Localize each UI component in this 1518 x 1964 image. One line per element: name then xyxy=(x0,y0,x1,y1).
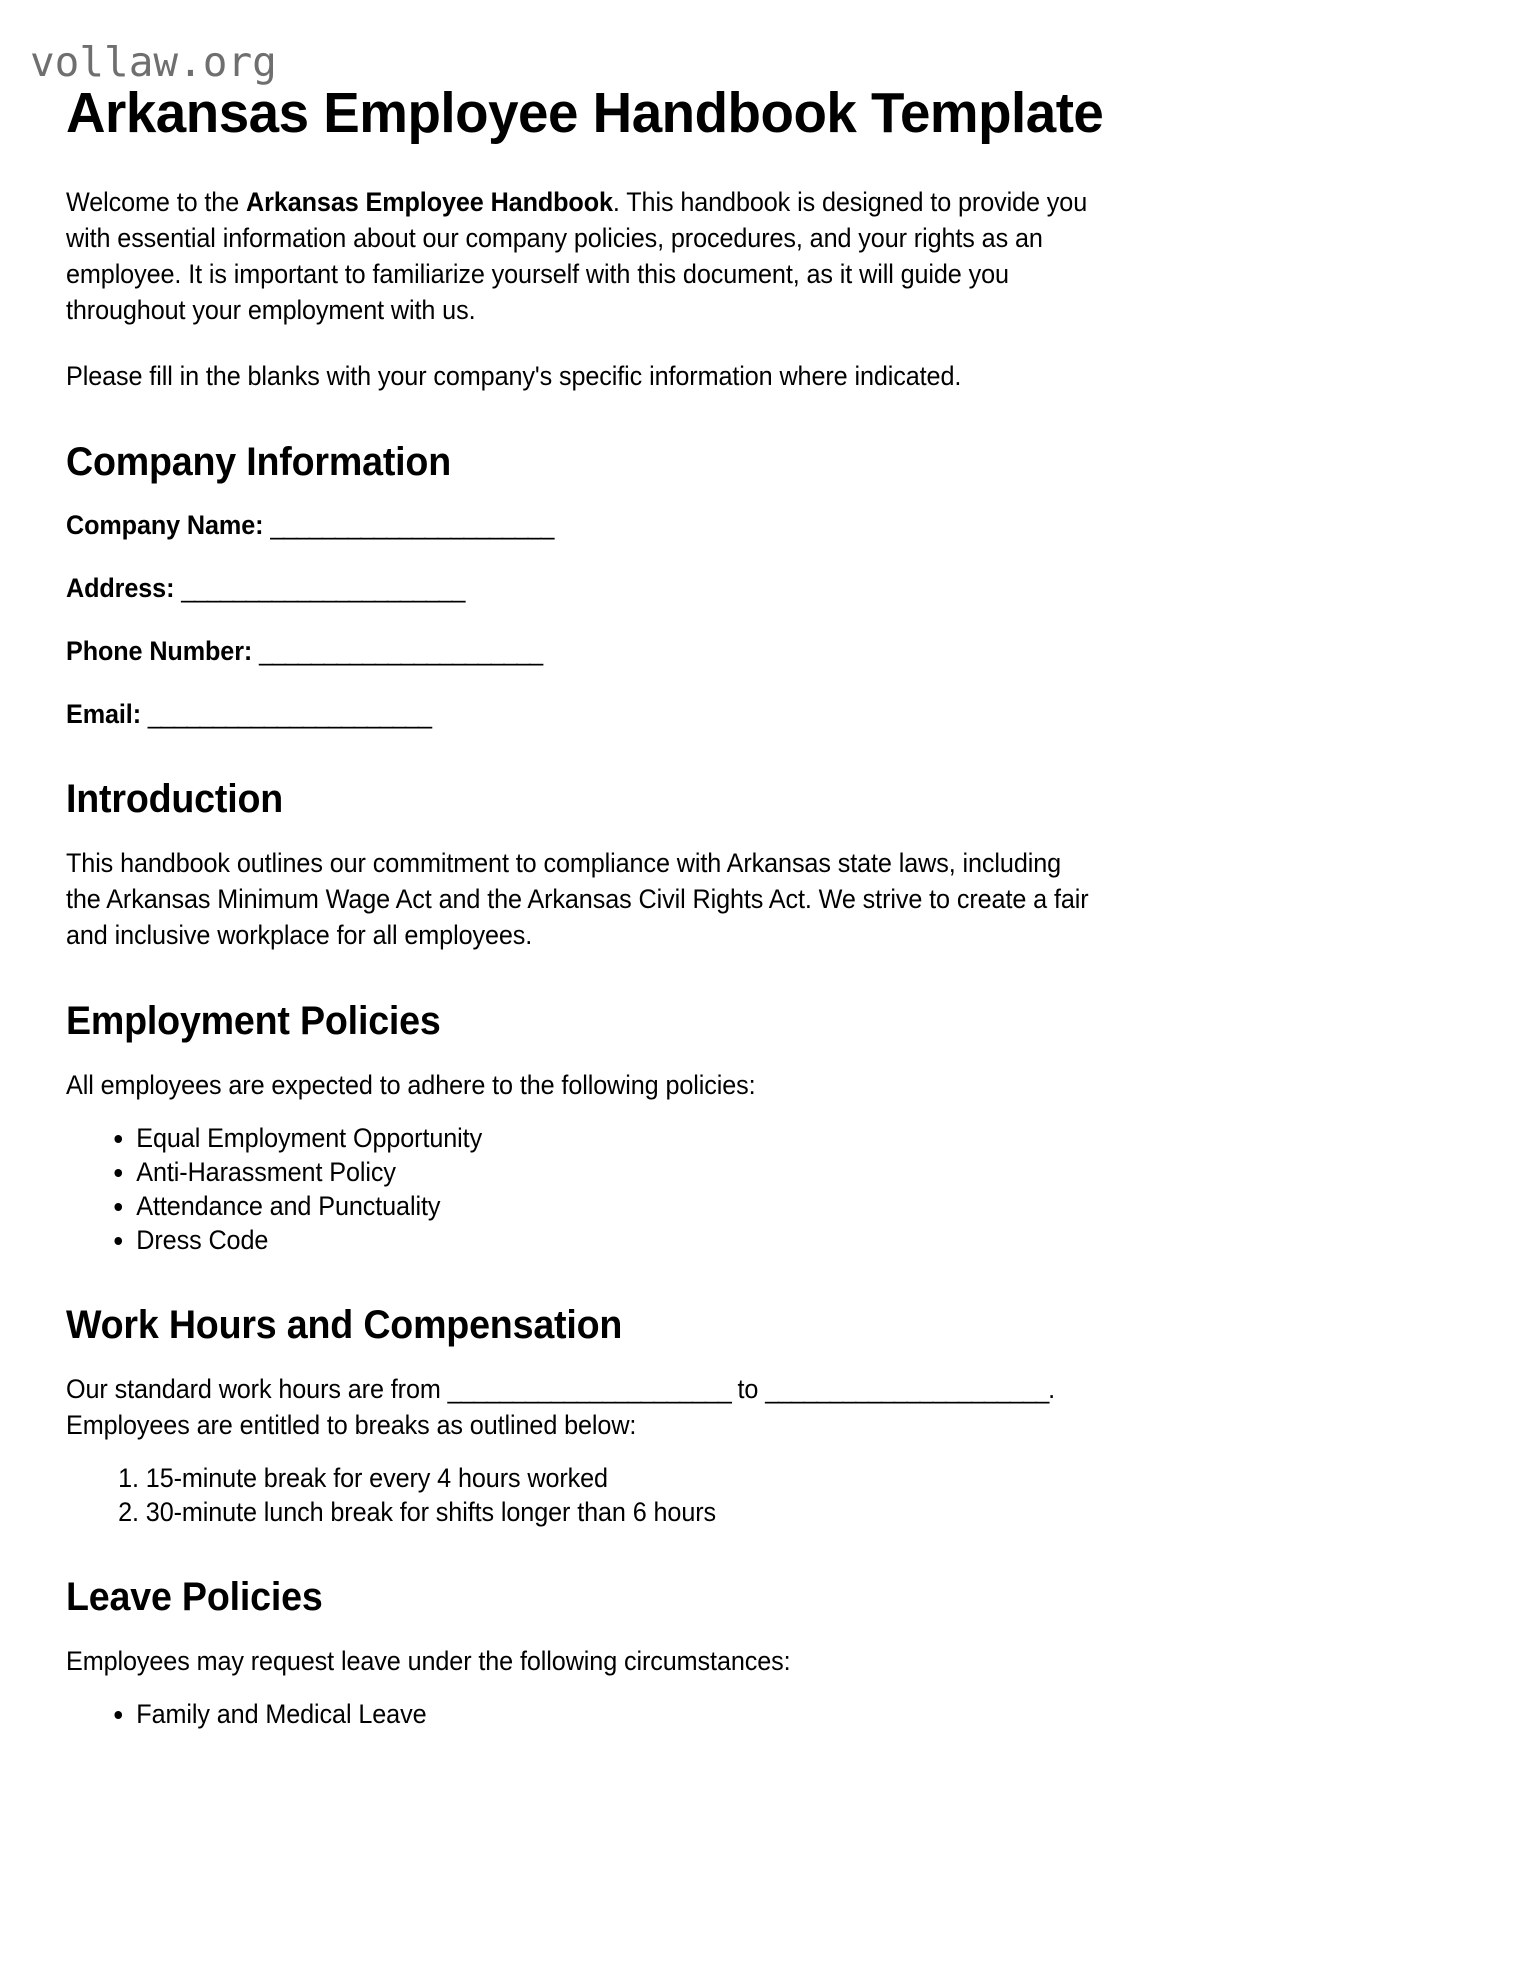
document-content xyxy=(66,80,1156,1731)
spacer xyxy=(66,1045,1156,1067)
field-blank[interactable]: ______________________ xyxy=(181,573,465,603)
field-label: Address: xyxy=(66,573,175,603)
field-blank[interactable]: ______________________ xyxy=(147,699,431,729)
field-email xyxy=(66,697,1102,731)
introduction-paragraph: This handbook outlines our commitment to compliance with Arkansas state laws, including the Arkansas Minimum Wage Act and the Arkansas Civil Rights Act. We strive to create a fair and inclusive workplace for all employees. xyxy=(66,848,1089,950)
work-hours-paragraph xyxy=(66,1371,1102,1443)
spacer xyxy=(66,486,1156,508)
work-hours-sentence-suffix: . xyxy=(1048,1374,1056,1404)
intro-paragraph-prefix: Welcome to the xyxy=(66,187,247,217)
work-hours-break-list xyxy=(66,1461,1102,1529)
work-hours-sentence-prefix: Our standard work hours are from xyxy=(66,1374,448,1404)
work-hours-blank-end[interactable]: ______________________ xyxy=(765,1374,1049,1404)
spacer xyxy=(66,1349,1156,1371)
spacer xyxy=(66,823,1156,845)
list-item: 2. 30-minute lunch break for shifts longer than 6 hours xyxy=(146,1495,1102,1529)
section-heading-introduction: Introduction xyxy=(66,777,284,821)
employment-policies-list xyxy=(66,1121,1102,1257)
page-title: Arkansas Employee Handbook Template xyxy=(66,81,1104,145)
section-heading-leave-policies: Leave Policies xyxy=(66,1575,323,1619)
work-hours-sentence-middle: to xyxy=(730,1374,766,1404)
leave-policies-paragraph: Employees may request leave under the following circumstances: xyxy=(66,1646,791,1676)
list-item: • Anti-Harassment Policy xyxy=(136,1155,1101,1189)
leave-policies-list xyxy=(66,1697,1102,1731)
spacer xyxy=(66,146,1156,184)
spacer xyxy=(66,328,1156,358)
intro-paragraph xyxy=(66,184,1102,328)
work-hours-sentence-line2: Employees are entitled to breaks as outlined below: xyxy=(66,1410,637,1440)
fill-instruction-paragraph: Please fill in the blanks with your company's specific information where indicated. xyxy=(66,361,962,391)
field-blank[interactable]: ______________________ xyxy=(259,636,543,666)
watermark-vollaw: vollaw.org xyxy=(30,38,277,86)
list-item: • Equal Employment Opportunity xyxy=(136,1121,1101,1155)
intro-paragraph-suffix: . This handbook is designed to provide you with essential information about our company policies, procedures, and your rights as an employee. It is important to familiarize yourself with this document, as it will guide you throughout your employment with us. xyxy=(66,187,1088,325)
list-item: • Attendance and Punctuality xyxy=(136,1189,1101,1223)
section-heading-work-hours-and-compensation: Work Hours and Compensation xyxy=(66,1303,623,1347)
field-blank[interactable]: ______________________ xyxy=(270,510,554,540)
intro-paragraph-bold: Arkansas Employee Handbook xyxy=(246,187,613,217)
field-company-name xyxy=(66,508,1102,542)
field-phone-number xyxy=(66,634,1102,668)
spacer xyxy=(66,1621,1156,1643)
list-item: 1. 15-minute break for every 4 hours worked xyxy=(146,1461,1102,1495)
employment-policies-paragraph: All employees are expected to adhere to the following policies: xyxy=(66,1070,756,1100)
work-hours-blank-start[interactable]: ______________________ xyxy=(447,1374,731,1404)
field-label: Email: xyxy=(66,699,141,729)
field-label: Phone Number: xyxy=(66,636,253,666)
section-heading-employment-policies: Employment Policies xyxy=(66,999,441,1043)
list-item: • Family and Medical Leave xyxy=(136,1697,1101,1731)
field-label: Company Name: xyxy=(66,510,264,540)
list-item: • Dress Code xyxy=(136,1223,1101,1257)
field-address xyxy=(66,571,1102,605)
section-heading-company-information: Company Information xyxy=(66,440,451,484)
